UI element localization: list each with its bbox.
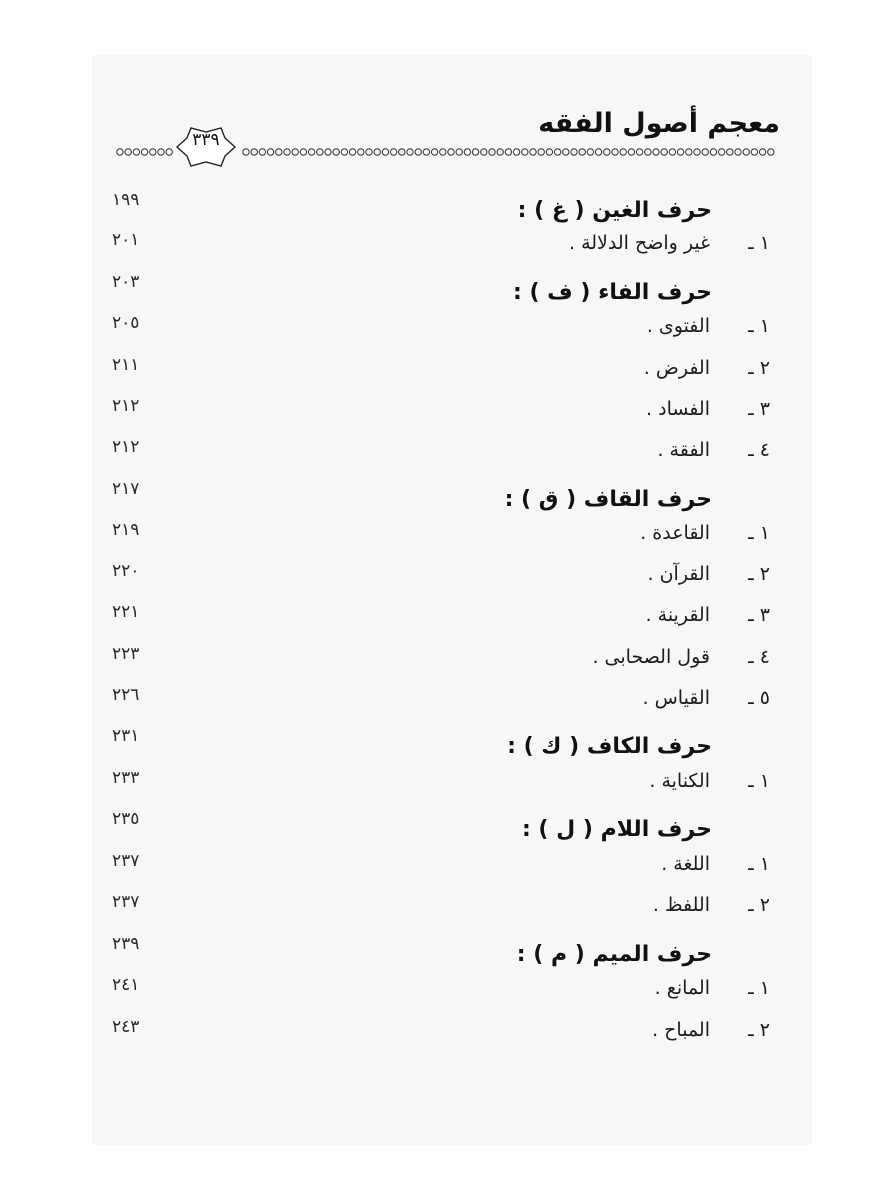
entry-index: ١ ـ xyxy=(748,853,770,875)
entry-term: الفتوى . xyxy=(646,315,710,337)
entry-row xyxy=(0,437,885,471)
entry-index: ٥ ـ xyxy=(748,687,770,709)
entry-term: غير واضح الدلالة . xyxy=(568,232,710,254)
entry-index: ٢ ـ xyxy=(748,563,770,585)
entry-row xyxy=(0,892,885,926)
entry-index: ٣ ـ xyxy=(748,398,770,420)
page-ref-number: ٢٢٠ xyxy=(112,561,140,581)
entry-term: القاعدة . xyxy=(640,522,710,544)
entry-index: ١ ـ xyxy=(748,522,770,544)
entry-row xyxy=(0,1017,885,1051)
entry-term: الفقة . xyxy=(657,439,710,461)
entry-index: ٢ ـ xyxy=(748,894,770,916)
entry-term: القرآن . xyxy=(647,563,710,585)
page-ref-number: ٢٢٦ xyxy=(112,685,140,705)
page-ref-number: ٢٣٥ xyxy=(112,809,140,829)
entry-row xyxy=(0,230,885,264)
entry-term: القرينة . xyxy=(645,604,710,626)
entry-row xyxy=(0,313,885,347)
entry-row xyxy=(0,602,885,636)
entry-term: اللفظ . xyxy=(652,894,710,916)
entry-term: الفرض . xyxy=(643,357,710,379)
page-ref-number: ٢١٢ xyxy=(112,396,140,416)
entry-term: قول الصحابى . xyxy=(592,646,710,668)
section-row xyxy=(0,479,885,513)
section-row xyxy=(0,809,885,843)
page-ref-number: ٢٠٣ xyxy=(112,272,140,292)
entry-index: ٢ ـ xyxy=(748,1019,770,1041)
page-ref-number: ٢١٩ xyxy=(112,520,140,540)
entry-row xyxy=(0,975,885,1009)
section-row xyxy=(0,726,885,760)
section-row xyxy=(0,934,885,968)
letter-section-heading: حرف اللام ( ل ) : xyxy=(521,817,712,842)
entry-term: الكناية . xyxy=(649,770,710,792)
running-header-title: معجم أصول الفقه xyxy=(538,108,780,139)
page-ref-number: ٢٣٣ xyxy=(112,768,140,788)
entry-term: المباح . xyxy=(652,1019,710,1041)
entry-row xyxy=(0,768,885,802)
page-ref-number: ٢٤٣ xyxy=(112,1017,140,1037)
entry-term: المانع . xyxy=(654,977,710,999)
entry-row xyxy=(0,851,885,885)
page-ref-number: ٢١١ xyxy=(112,355,140,375)
entry-index: ١ ـ xyxy=(748,232,770,254)
entry-index: ٤ ـ xyxy=(748,439,770,461)
entry-term: اللغة . xyxy=(661,853,710,875)
letter-section-heading: حرف القاف ( ق ) : xyxy=(504,487,712,512)
entry-index: ١ ـ xyxy=(748,315,770,337)
page-number: ٣٣٩ xyxy=(192,130,220,150)
entry-index: ١ ـ xyxy=(748,770,770,792)
page-ref-number: ٢٣١ xyxy=(112,726,140,746)
page-ref-number: ٢٢١ xyxy=(112,602,140,622)
entry-index: ٢ ـ xyxy=(748,357,770,379)
entry-index: ١ ـ xyxy=(748,977,770,999)
page-ref-number: ٢١٧ xyxy=(112,479,140,499)
letter-section-heading: حرف الفاء ( ف ) : xyxy=(513,280,712,305)
letter-section-heading: حرف الميم ( م ) : xyxy=(516,942,712,967)
page-ref-number: ٢٤١ xyxy=(112,975,140,995)
entry-index: ٤ ـ xyxy=(748,646,770,668)
entry-row xyxy=(0,644,885,678)
page-ref-number: ٢٠١ xyxy=(112,230,140,250)
entry-row xyxy=(0,396,885,430)
letter-section-heading: حرف الكاف ( ك ) : xyxy=(507,734,712,759)
page-ref-number: ٢٣٩ xyxy=(112,934,140,954)
entry-row xyxy=(0,520,885,554)
page-ref-number: ٢٢٣ xyxy=(112,644,140,664)
entry-term: القياس . xyxy=(642,687,710,709)
page-ref-number: ٢١٢ xyxy=(112,437,140,457)
page-ref-number: ١٩٩ xyxy=(112,190,140,210)
page-ref-number: ٢٣٧ xyxy=(112,851,140,871)
entry-index: ٣ ـ xyxy=(748,604,770,626)
section-row xyxy=(0,190,885,224)
page-ref-number: ٢٠٥ xyxy=(112,313,140,333)
letter-section-heading: حرف الغين ( غ ) : xyxy=(517,198,712,223)
section-row xyxy=(0,272,885,306)
entry-term: الفساد . xyxy=(646,398,710,420)
entry-row xyxy=(0,685,885,719)
entry-row xyxy=(0,355,885,389)
page-ref-number: ٢٣٧ xyxy=(112,892,140,912)
entry-row xyxy=(0,561,885,595)
